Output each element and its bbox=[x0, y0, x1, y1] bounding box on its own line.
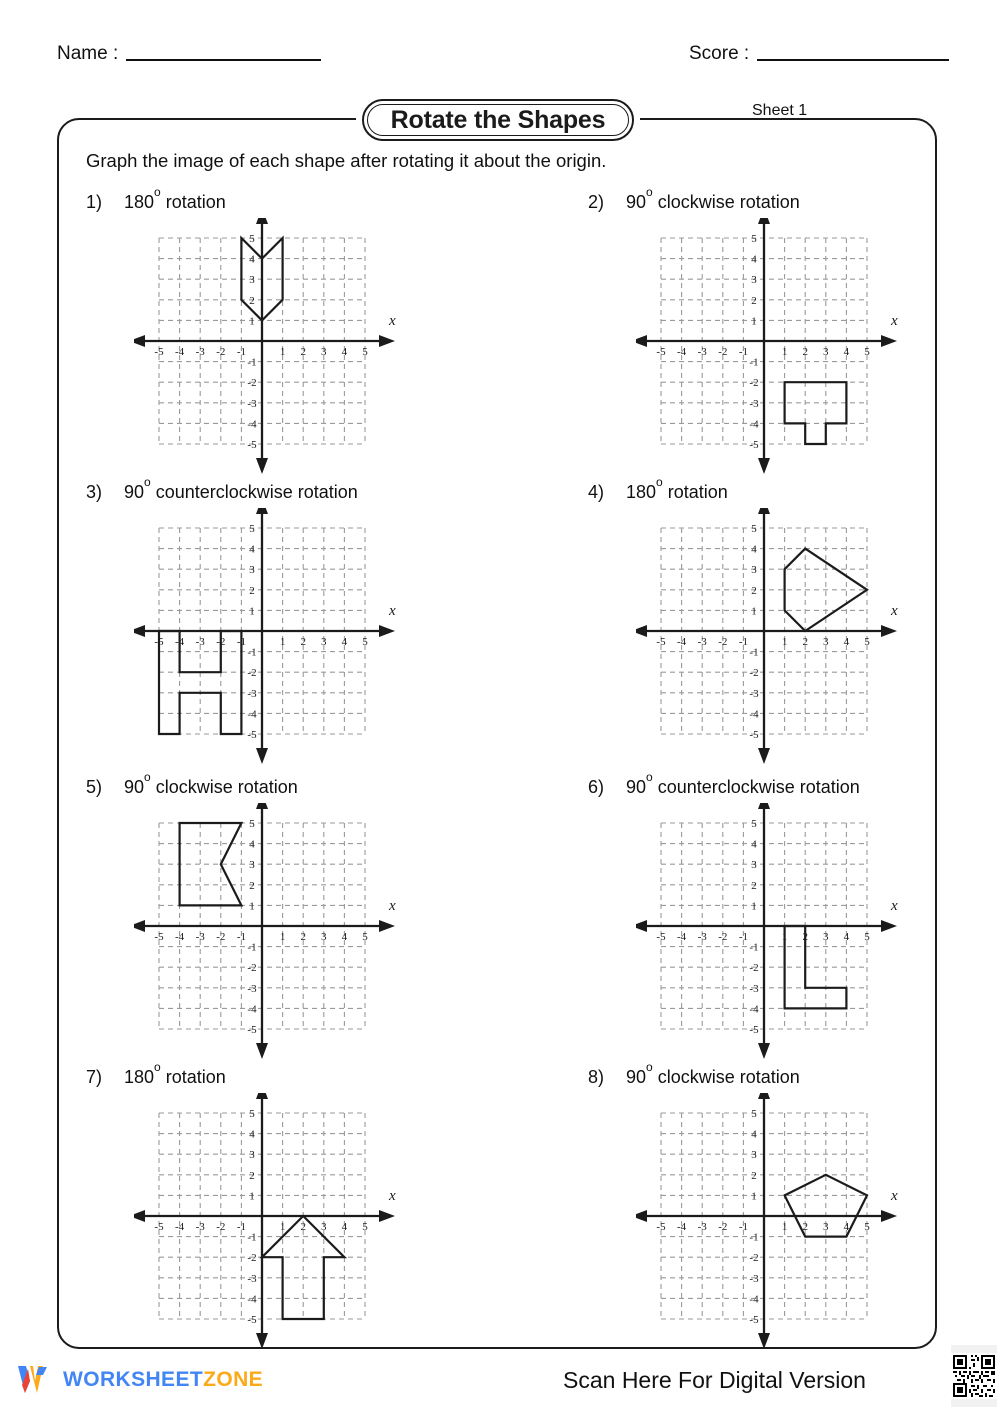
y-tick-3: 3 bbox=[249, 274, 255, 287]
x-axis-label: x bbox=[389, 1188, 396, 1204]
y-tick--4: -4 bbox=[247, 708, 257, 721]
y-tick-4: 4 bbox=[249, 838, 255, 851]
y-tick--4: -4 bbox=[247, 1293, 257, 1306]
problem-8-number: 8) bbox=[588, 1067, 605, 1087]
axes bbox=[636, 803, 897, 1059]
axes bbox=[636, 218, 897, 474]
x-tick--3: -3 bbox=[697, 931, 707, 943]
y-tick--1: -1 bbox=[749, 1231, 759, 1244]
y-tick--2: -2 bbox=[749, 962, 759, 975]
x-tick-5: 5 bbox=[362, 931, 368, 943]
y-tick-2: 2 bbox=[751, 294, 757, 307]
x-axis-label: x bbox=[891, 603, 898, 619]
y-tick-1: 1 bbox=[249, 315, 255, 328]
problem-6-number: 6) bbox=[588, 777, 605, 797]
y-tick--2: -2 bbox=[749, 377, 759, 390]
y-tick-2: 2 bbox=[751, 1169, 757, 1182]
y-tick-4: 4 bbox=[751, 543, 757, 556]
y-tick--5: -5 bbox=[749, 1024, 759, 1036]
y-tick-1: 1 bbox=[751, 315, 757, 328]
y-tick--4: -4 bbox=[247, 1003, 257, 1016]
x-tick--2: -2 bbox=[718, 636, 728, 648]
problem-8-prompt: 90$^o$ clockwise rotation bbox=[626, 1060, 800, 1087]
problem-3-coordinate-plane bbox=[134, 508, 414, 766]
y-tick-3: 3 bbox=[249, 859, 255, 872]
x-tick--4: -4 bbox=[677, 1221, 687, 1233]
x-tick-2: 2 bbox=[300, 346, 306, 358]
x-tick-2: 2 bbox=[802, 346, 808, 358]
y-tick-5: 5 bbox=[249, 523, 255, 535]
problem-2-coordinate-plane bbox=[636, 218, 916, 476]
x-tick-3: 3 bbox=[321, 346, 327, 358]
scan-prompt-text: Scan Here For Digital Version bbox=[563, 1367, 866, 1393]
axes bbox=[134, 508, 395, 764]
x-tick--4: -4 bbox=[677, 346, 687, 358]
qr-code[interactable] bbox=[951, 1345, 997, 1407]
x-tick--4: -4 bbox=[175, 636, 185, 648]
y-tick-2: 2 bbox=[249, 879, 255, 892]
x-tick-4: 4 bbox=[341, 931, 348, 943]
x-tick--2: -2 bbox=[216, 346, 226, 358]
page-title: Rotate the Shapes bbox=[390, 105, 606, 134]
y-tick-5: 5 bbox=[249, 233, 255, 245]
y-tick--3: -3 bbox=[247, 982, 257, 995]
problem-3 bbox=[86, 475, 556, 770]
x-tick--1: -1 bbox=[738, 636, 748, 648]
y-tick--4: -4 bbox=[749, 1293, 759, 1306]
x-tick--4: -4 bbox=[677, 931, 687, 943]
y-tick--1: -1 bbox=[749, 646, 759, 659]
x-tick-1: 1 bbox=[781, 346, 788, 358]
x-tick--2: -2 bbox=[718, 1221, 728, 1233]
y-tick--2: -2 bbox=[749, 1252, 759, 1265]
x-tick-1: 1 bbox=[279, 636, 286, 648]
problem-2-prompt: 90$^o$ clockwise rotation bbox=[626, 185, 800, 212]
y-tick-2: 2 bbox=[751, 584, 757, 597]
y-tick-1: 1 bbox=[249, 900, 255, 913]
y-tick--3: -3 bbox=[749, 687, 759, 700]
x-tick-5: 5 bbox=[362, 346, 368, 358]
y-tick--4: -4 bbox=[247, 418, 257, 431]
axes bbox=[134, 803, 395, 1059]
y-tick--5: -5 bbox=[749, 439, 759, 451]
x-tick--2: -2 bbox=[216, 1221, 226, 1233]
x-tick--5: -5 bbox=[656, 346, 666, 358]
problem-2-number: 2) bbox=[588, 192, 605, 212]
y-tick-4: 4 bbox=[751, 1128, 757, 1141]
x-tick-5: 5 bbox=[362, 1221, 368, 1233]
y-tick-1: 1 bbox=[249, 1190, 255, 1203]
y-tick-1: 1 bbox=[751, 605, 757, 618]
problem-4 bbox=[588, 475, 1000, 770]
x-tick--3: -3 bbox=[697, 346, 707, 358]
x-tick-1: 1 bbox=[279, 1221, 286, 1233]
x-tick-3: 3 bbox=[823, 346, 829, 358]
y-tick-5: 5 bbox=[751, 233, 757, 245]
problem-5-heading bbox=[86, 770, 298, 798]
y-tick-4: 4 bbox=[249, 1128, 255, 1141]
x-tick--5: -5 bbox=[656, 1221, 666, 1233]
worksheetzone-logo[interactable] bbox=[16, 1363, 263, 1397]
axes bbox=[636, 1093, 897, 1349]
y-tick--2: -2 bbox=[247, 1252, 257, 1265]
y-tick--1: -1 bbox=[749, 941, 759, 954]
y-tick--5: -5 bbox=[247, 1314, 257, 1326]
y-tick--2: -2 bbox=[749, 667, 759, 680]
y-tick--1: -1 bbox=[247, 646, 257, 659]
y-tick--1: -1 bbox=[247, 1231, 257, 1244]
x-tick-2: 2 bbox=[300, 931, 306, 943]
problem-7 bbox=[86, 1060, 556, 1355]
x-tick--3: -3 bbox=[195, 346, 205, 358]
x-tick--4: -4 bbox=[175, 931, 185, 943]
problem-7-coordinate-plane bbox=[134, 1093, 414, 1351]
x-tick--5: -5 bbox=[656, 931, 666, 943]
y-tick-2: 2 bbox=[249, 584, 255, 597]
x-tick--3: -3 bbox=[195, 1221, 205, 1233]
problem-3-prompt: 90$^o$ counterclockwise rotation bbox=[124, 475, 358, 502]
x-axis-label: x bbox=[389, 898, 396, 914]
x-tick--3: -3 bbox=[697, 636, 707, 648]
y-tick--2: -2 bbox=[247, 377, 257, 390]
y-tick--1: -1 bbox=[247, 356, 257, 369]
x-tick-3: 3 bbox=[823, 636, 829, 648]
x-tick-2: 2 bbox=[802, 931, 808, 943]
problem-4-coordinate-plane bbox=[636, 508, 916, 766]
x-tick-4: 4 bbox=[341, 1221, 348, 1233]
y-tick-3: 3 bbox=[751, 274, 757, 287]
y-tick-3: 3 bbox=[751, 564, 757, 577]
y-tick-5: 5 bbox=[751, 818, 757, 830]
y-tick-5: 5 bbox=[249, 1108, 255, 1120]
name-label: Name : bbox=[57, 43, 119, 64]
x-tick--1: -1 bbox=[236, 1221, 246, 1233]
problem-5-number: 5) bbox=[86, 777, 103, 797]
y-tick-2: 2 bbox=[249, 294, 255, 307]
score-label: Score : bbox=[689, 43, 750, 64]
logo-w-icon bbox=[16, 1363, 54, 1397]
x-tick-1: 1 bbox=[279, 346, 286, 358]
y-tick--4: -4 bbox=[749, 708, 759, 721]
x-tick--5: -5 bbox=[656, 636, 666, 648]
y-tick-1: 1 bbox=[249, 605, 255, 618]
problem-5 bbox=[86, 770, 556, 1065]
x-tick--1: -1 bbox=[738, 931, 748, 943]
y-tick-1: 1 bbox=[751, 1190, 757, 1203]
problem-7-number: 7) bbox=[86, 1067, 103, 1087]
x-tick--5: -5 bbox=[154, 636, 164, 648]
x-tick-4: 4 bbox=[843, 346, 850, 358]
problem-1-coordinate-plane bbox=[134, 218, 414, 476]
problem-8-heading bbox=[588, 1060, 800, 1088]
problem-7-prompt: 180$^o$ rotation bbox=[124, 1060, 226, 1087]
x-tick--4: -4 bbox=[175, 346, 185, 358]
y-tick--5: -5 bbox=[749, 1314, 759, 1326]
x-tick-3: 3 bbox=[823, 931, 829, 943]
x-tick--3: -3 bbox=[697, 1221, 707, 1233]
problem-5-prompt: 90$^o$ clockwise rotation bbox=[124, 770, 298, 797]
problem-1-number: 1) bbox=[86, 192, 103, 212]
y-tick-5: 5 bbox=[249, 818, 255, 830]
x-tick--2: -2 bbox=[216, 636, 226, 648]
x-tick--5: -5 bbox=[154, 1221, 164, 1233]
x-tick--3: -3 bbox=[195, 636, 205, 648]
y-tick--3: -3 bbox=[749, 1272, 759, 1285]
x-tick-3: 3 bbox=[321, 931, 327, 943]
x-tick--5: -5 bbox=[154, 931, 164, 943]
problem-2-heading bbox=[588, 185, 800, 213]
problem-6-coordinate-plane bbox=[636, 803, 916, 1061]
y-tick--3: -3 bbox=[247, 1272, 257, 1285]
x-tick--4: -4 bbox=[175, 1221, 185, 1233]
x-tick--1: -1 bbox=[236, 636, 246, 648]
y-tick--5: -5 bbox=[749, 729, 759, 741]
x-tick-4: 4 bbox=[341, 346, 348, 358]
x-tick-3: 3 bbox=[321, 636, 327, 648]
x-axis-label: x bbox=[891, 1188, 898, 1204]
y-tick--2: -2 bbox=[247, 962, 257, 975]
y-tick--3: -3 bbox=[749, 982, 759, 995]
x-tick-5: 5 bbox=[864, 636, 870, 648]
y-tick--1: -1 bbox=[749, 356, 759, 369]
x-tick--1: -1 bbox=[738, 346, 748, 358]
y-tick--5: -5 bbox=[247, 439, 257, 451]
y-tick--4: -4 bbox=[749, 418, 759, 431]
y-tick--5: -5 bbox=[247, 729, 257, 741]
problem-6-prompt: 90$^o$ counterclockwise rotation bbox=[626, 770, 860, 797]
problem-1-heading bbox=[86, 185, 226, 213]
y-tick--4: -4 bbox=[749, 1003, 759, 1016]
y-tick--5: -5 bbox=[247, 1024, 257, 1036]
problem-8 bbox=[588, 1060, 1000, 1355]
x-tick-5: 5 bbox=[864, 1221, 870, 1233]
x-tick-2: 2 bbox=[802, 636, 808, 648]
problem-7-heading bbox=[86, 1060, 226, 1088]
problem-1 bbox=[86, 185, 556, 480]
x-tick--1: -1 bbox=[236, 346, 246, 358]
x-tick-1: 1 bbox=[781, 1221, 788, 1233]
x-tick--2: -2 bbox=[718, 346, 728, 358]
x-axis-label: x bbox=[891, 898, 898, 914]
logo-wordmark bbox=[63, 1368, 263, 1392]
x-tick-4: 4 bbox=[843, 1221, 850, 1233]
x-tick-4: 4 bbox=[843, 636, 850, 648]
x-tick-2: 2 bbox=[802, 1221, 808, 1233]
x-tick--1: -1 bbox=[738, 1221, 748, 1233]
axes bbox=[636, 508, 897, 764]
x-axis-label: x bbox=[389, 313, 396, 329]
x-tick-4: 4 bbox=[843, 931, 850, 943]
y-tick-2: 2 bbox=[249, 1169, 255, 1182]
x-tick-1: 1 bbox=[279, 931, 286, 943]
y-tick-4: 4 bbox=[751, 838, 757, 851]
x-tick-1: 1 bbox=[781, 931, 788, 943]
instruction-text: Graph the image of each shape after rotating it about the origin. bbox=[86, 150, 607, 171]
x-tick-2: 2 bbox=[300, 636, 306, 648]
problem-8-coordinate-plane bbox=[636, 1093, 916, 1351]
x-tick-3: 3 bbox=[823, 1221, 829, 1233]
x-tick-5: 5 bbox=[362, 636, 368, 648]
problem-5-coordinate-plane bbox=[134, 803, 414, 1061]
y-tick-3: 3 bbox=[751, 859, 757, 872]
y-tick-1: 1 bbox=[751, 900, 757, 913]
x-tick-5: 5 bbox=[864, 931, 870, 943]
problem-4-prompt: 180$^o$ rotation bbox=[626, 475, 728, 502]
problem-3-number: 3) bbox=[86, 482, 103, 502]
y-tick--3: -3 bbox=[247, 687, 257, 700]
y-tick-5: 5 bbox=[751, 1108, 757, 1120]
x-tick-1: 1 bbox=[781, 636, 788, 648]
x-tick--4: -4 bbox=[677, 636, 687, 648]
shape-notched-rectangle bbox=[785, 382, 847, 444]
y-tick-3: 3 bbox=[249, 1149, 255, 1162]
problem-3-heading bbox=[86, 475, 358, 503]
y-tick-3: 3 bbox=[249, 564, 255, 577]
x-tick--2: -2 bbox=[718, 931, 728, 943]
y-tick--3: -3 bbox=[247, 397, 257, 410]
problem-4-heading bbox=[588, 475, 728, 503]
y-tick-5: 5 bbox=[751, 523, 757, 535]
y-tick-4: 4 bbox=[249, 253, 255, 266]
logo-text-worksheet: WORKSHEET bbox=[63, 1368, 204, 1391]
y-tick--1: -1 bbox=[247, 941, 257, 954]
x-tick-5: 5 bbox=[864, 346, 870, 358]
y-tick-3: 3 bbox=[751, 1149, 757, 1162]
y-tick-4: 4 bbox=[751, 253, 757, 266]
x-tick--2: -2 bbox=[216, 931, 226, 943]
problem-2 bbox=[588, 185, 1000, 480]
axes bbox=[134, 1093, 395, 1349]
problem-4-number: 4) bbox=[588, 482, 605, 502]
x-tick-2: 2 bbox=[300, 1221, 306, 1233]
x-axis-label: x bbox=[389, 603, 396, 619]
problem-6-heading bbox=[588, 770, 860, 798]
x-tick-4: 4 bbox=[341, 636, 348, 648]
page-footer bbox=[0, 1355, 1000, 1415]
logo-text-zone: ZONE bbox=[203, 1368, 264, 1391]
y-tick-4: 4 bbox=[249, 543, 255, 556]
problem-6 bbox=[588, 770, 1000, 1065]
x-tick-3: 3 bbox=[321, 1221, 327, 1233]
x-tick--5: -5 bbox=[154, 346, 164, 358]
problem-1-prompt: 180$^o$ rotation bbox=[124, 185, 226, 212]
x-tick--1: -1 bbox=[236, 931, 246, 943]
sheet-label: Sheet 1 bbox=[752, 102, 808, 119]
y-tick--3: -3 bbox=[749, 397, 759, 410]
y-tick--2: -2 bbox=[247, 667, 257, 680]
y-tick-2: 2 bbox=[751, 879, 757, 892]
qr-code-icon bbox=[951, 1345, 997, 1407]
x-tick--3: -3 bbox=[195, 931, 205, 943]
x-axis-label: x bbox=[891, 313, 898, 329]
